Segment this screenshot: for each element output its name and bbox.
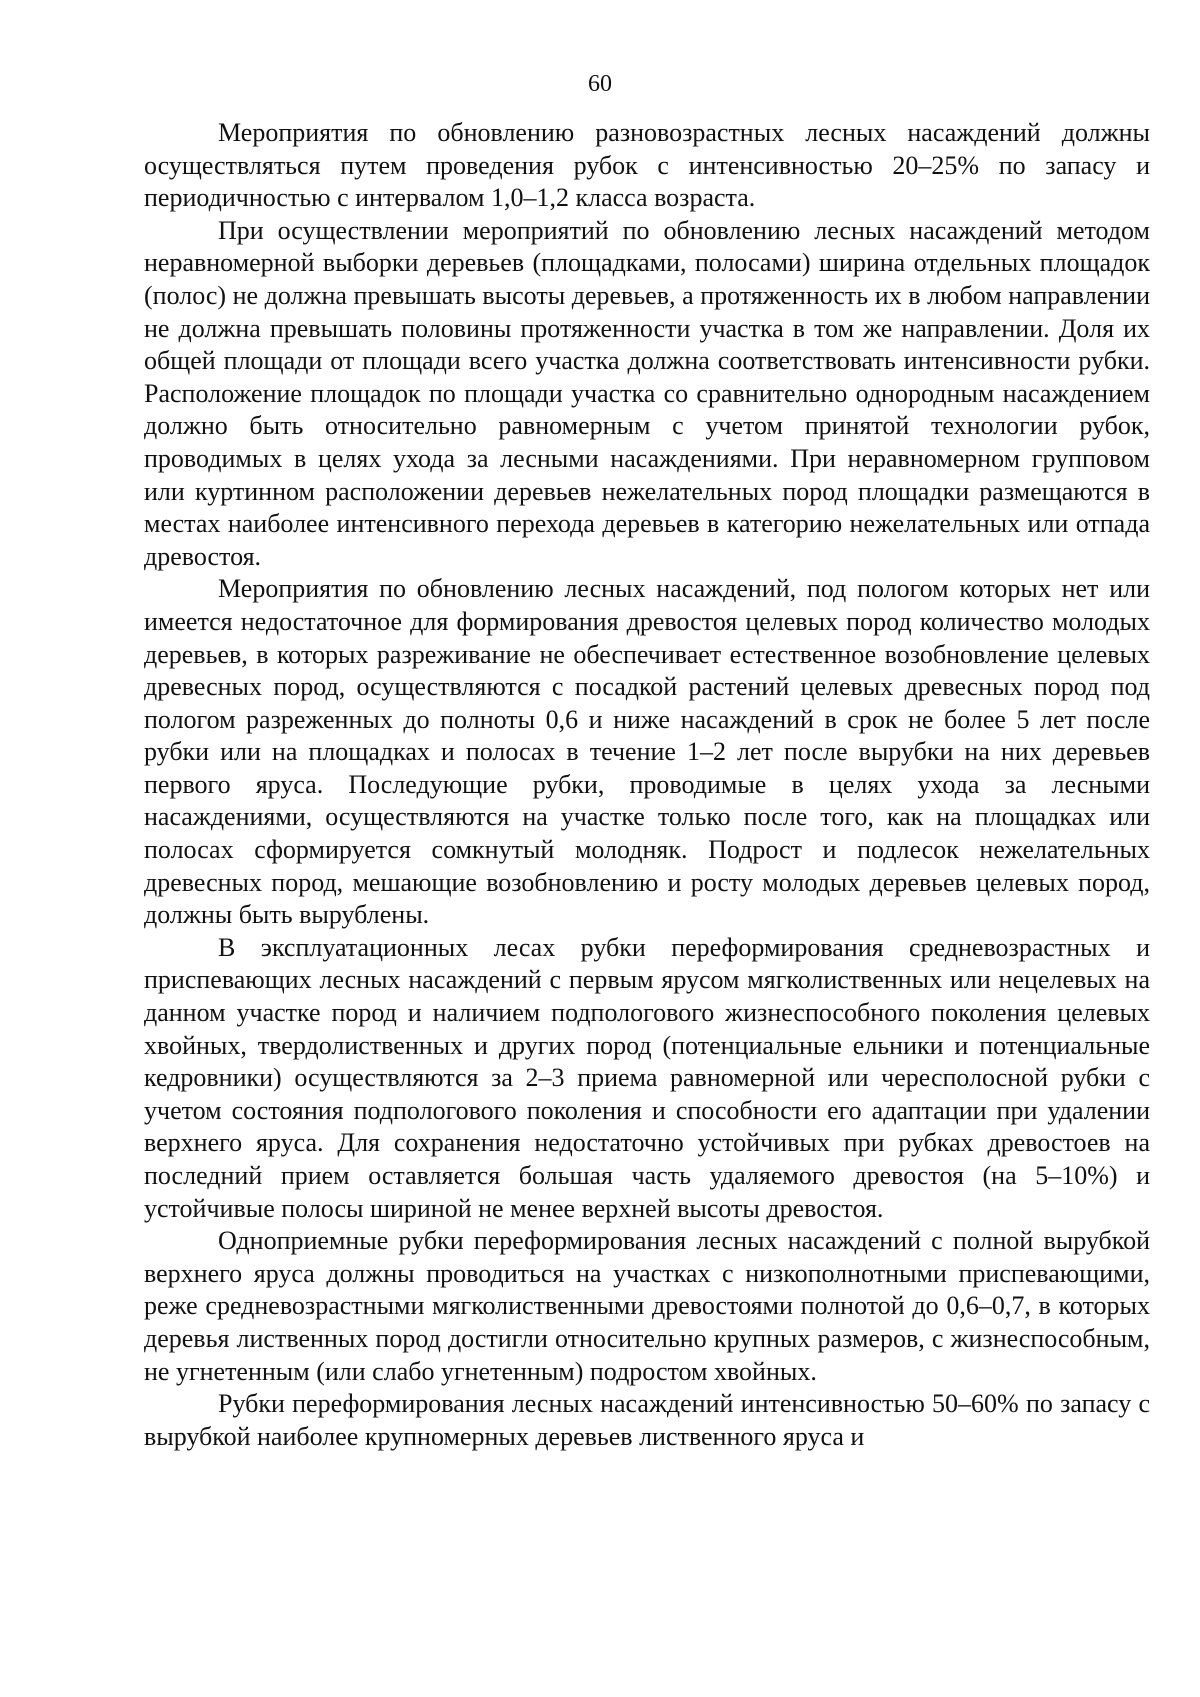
paragraph: Рубки переформирования лесных насаждений интенсивностью 50–60% по запасу с вырубкой наиболее крупномерных деревьев лиственного яруса и <box>144 1389 1150 1451</box>
body-text <box>144 117 1150 1453</box>
paragraph: При осуществлении мероприятий по обновлению лесных насаждений методом неравномерной выборки деревьев (площадками, полосами) ширина отдельных площадок (полос) не должна превышать высоты деревьев, а протяженность их в любом направлении не должна превышать половины протяженности участка в том же направлении. Доля их общей площади от площади всего участка должна соответствовать интенсивности рубки. Расположение площадок по площади участка со сравнительно однородным насаждением должно быть относительно равномерным с учетом принятой технологии рубок, проводимых в целях ухода за лесными насаждениями. При неравномерном групповом или куртинном расположении деревьев нежелательных пород площадки размещаются в местах наиболее интенсивного перехода деревьев в категорию нежелательных или отпада древостоя. <box>144 215 1150 571</box>
page-number: 60 <box>588 71 612 97</box>
paragraph: Одноприемные рубки переформирования лесных насаждений с полной вырубкой верхнего яруса должны проводиться на участках с низкополнотными приспевающими, реже средневозрастными мягколиственными древостоями полнотой до 0,6–0,7, в которых деревья лиственных пород достигли относительно крупных размеров, с жизнеспособным, не угнетенным (или слабо угнетенным) подростом хвойных. <box>144 1226 1150 1386</box>
paragraph: В эксплуатационных лесах рубки переформирования средневозрастных и приспевающих лесных насаждений с первым ярусом мягколиственных или нецелевых на данном участке пород и наличием подпологового жизнеспособного поколения целевых хвойных, твердолиственных и других пород (потенциальные ельники и потенциальные кедровники) осуществляются за 2–3 приема равномерной или чересполосной рубки с учетом состояния подпологового поколения и способности его адаптации при удалении верхнего яруса. Для сохранения недостаточно устойчивых при рубках древостоев на последний прием оставляется большая часть удаляемого древостоя (на 5–10%) и устойчивые полосы шириной не менее верхней высоты древостоя. <box>144 932 1150 1223</box>
paragraph: Мероприятия по обновлению разновозрастных лесных насаждений должны осуществляться путем проведения рубок с интенсивностью 20–25% по запасу и периодичностью с интервалом 1,0–1,2 класса возраста. <box>144 118 1150 213</box>
paragraph: Мероприятия по обновлению лесных насаждений, под пологом которых нет или имеется недостаточное для формирования древостоя целевых пород количество молодых деревьев, в которых разреживание не обеспечивает естественное возобновление целевых древесных пород, осуществляются с посадкой растений целевых древесных пород под пологом разреженных до полноты 0,6 и ниже насаждений в срок не более 5 лет после рубки или на площадках и полосах в течение 1–2 лет после вырубки на них деревьев первого яруса. Последующие рубки, проводимые в целях ухода за лесными насаждениями, осуществляются на участке только после того, как на площадках или полосах сформируется сомкнутый молодняк. Подрост и подлесок нежелательных древесных пород, мешающие возобновлению и росту молодых деревьев целевых пород, должны быть вырублены. <box>144 574 1150 930</box>
